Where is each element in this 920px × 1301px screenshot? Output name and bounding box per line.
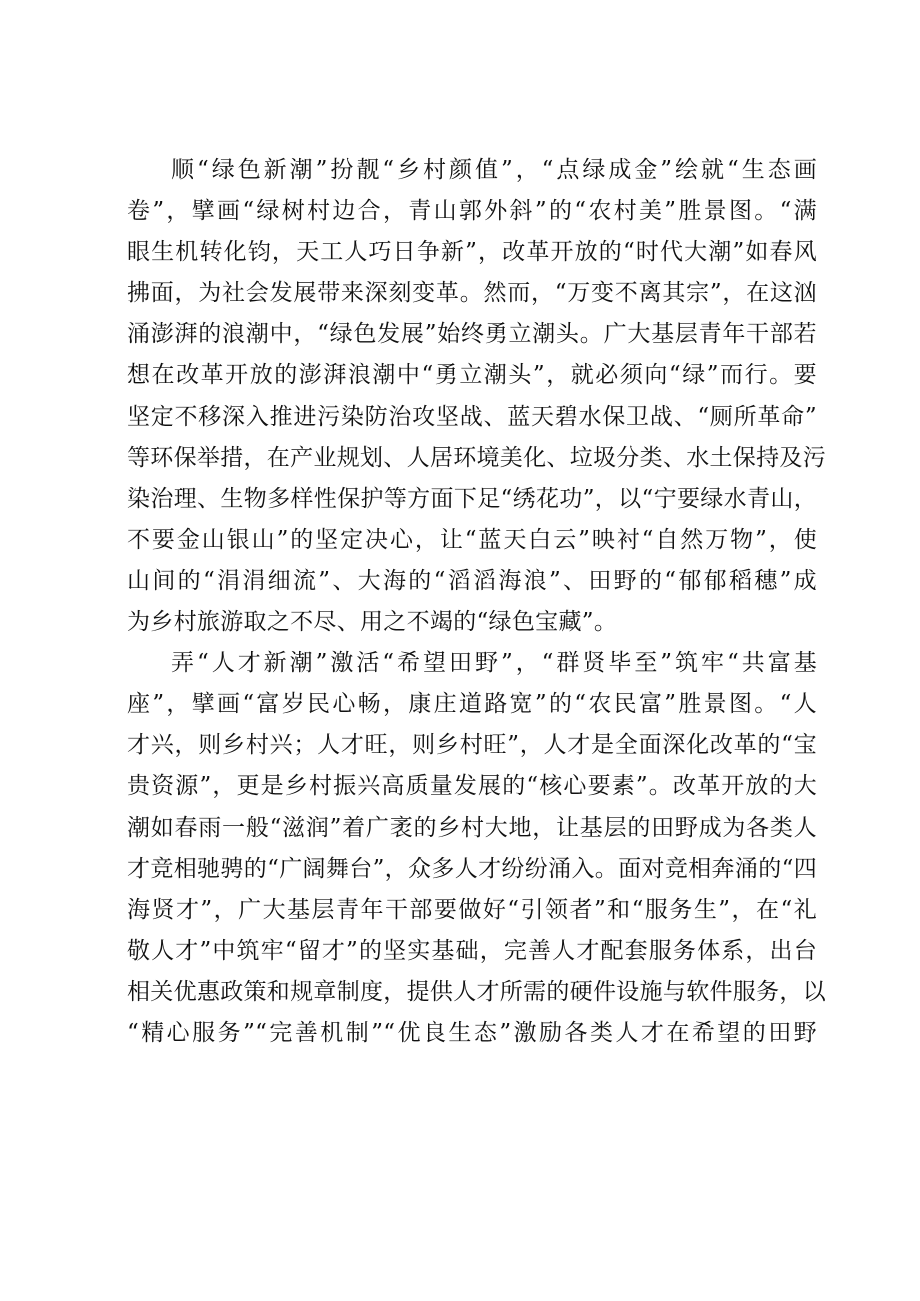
paragraph-line: 等环保举措，在产业规划、人居环境美化、垃圾分类、水土保持及污 — [127, 444, 826, 471]
paragraph-green-tide — [127, 150, 826, 643]
paragraph-line-last: 为乡村旅游取之不尽、用之不竭的“绿色宝藏”。 — [127, 609, 618, 636]
paragraph-line: 贵资源”，更是乡村振兴高质量发展的“核心要素”。改革开放的大 — [127, 773, 817, 800]
paragraph-line: 眼生机转化钧，天工人巧日争新”，改革开放的“时代大潮”如春风 — [127, 239, 817, 266]
paragraph-line: 顺“绿色新潮”扮靓“乡村颜值”，“点绿成金”绘就“生态画 — [171, 157, 817, 183]
paragraph-line: 座”，擘画“富岁民心畅，康庄道路宽”的“农民富”胜景图。“人 — [127, 691, 817, 718]
paragraph-line: “精心服务”“完善机制”“优良生态”激励各类人才在希望的田野 — [127, 1019, 817, 1046]
paragraph-line: 才兴，则乡村兴；人才旺，则乡村旺”，人才是全面深化改革的“宝 — [127, 732, 817, 759]
paragraph-line: 潮如春雨一般“滋润”着广袤的乡村大地，让基层的田野成为各类人 — [127, 814, 817, 841]
paragraph-line: 坚定不移深入推进污染防治攻坚战、蓝天碧水保卫战、“厕所革命” — [127, 403, 817, 430]
paragraph-line: 涌澎湃的浪潮中，“绿色发展”始终勇立潮头。广大基层青年干部若 — [127, 321, 817, 348]
paragraph-line: 敬人才”中筑牢“留才”的坚实基础，完善人才配套服务体系，出台 — [127, 937, 817, 964]
document-body — [127, 150, 826, 1054]
paragraph-line: 染治理、生物多样性保护等方面下足“绣花功”，以“宁要绿水青山， — [127, 485, 817, 512]
paragraph-line: 才竞相驰骋的“广阔舞台”，众多人才纷纷涌入。面对竞相奔涌的“四 — [127, 855, 817, 882]
paragraph-line: 不要金山银山”的坚定决心，让“蓝天白云”映衬“自然万物”，使 — [127, 526, 817, 553]
paragraph-line: 想在改革开放的澎湃浪潮中“勇立潮头”，就必须向“绿”而行。要 — [127, 362, 817, 389]
paragraph-line: 山间的“涓涓细流”、大海的“滔滔海浪”、田野的“郁郁稻穗”成 — [127, 567, 817, 594]
paragraph-line: 海贤才”，广大基层青年干部要做好“引领者”和“服务生”，在“礼 — [127, 896, 817, 923]
paragraph-line: 相关优惠政策和规章制度，提供人才所需的硬件设施与软件服务，以 — [127, 978, 826, 1005]
paragraph-line: 弄“人才新潮”激活“希望田野”，“群贤毕至”筑牢“共富基 — [171, 650, 817, 677]
paragraph-talent-tide — [127, 643, 826, 1054]
paragraph-line: 拂面，为社会发展带来深刻变革。然而，“万变不离其宗”，在这汹 — [127, 280, 817, 307]
paragraph-line: 卷”，擘画“绿树村边合，青山郭外斜”的“农村美”胜景图。“满 — [127, 198, 817, 225]
